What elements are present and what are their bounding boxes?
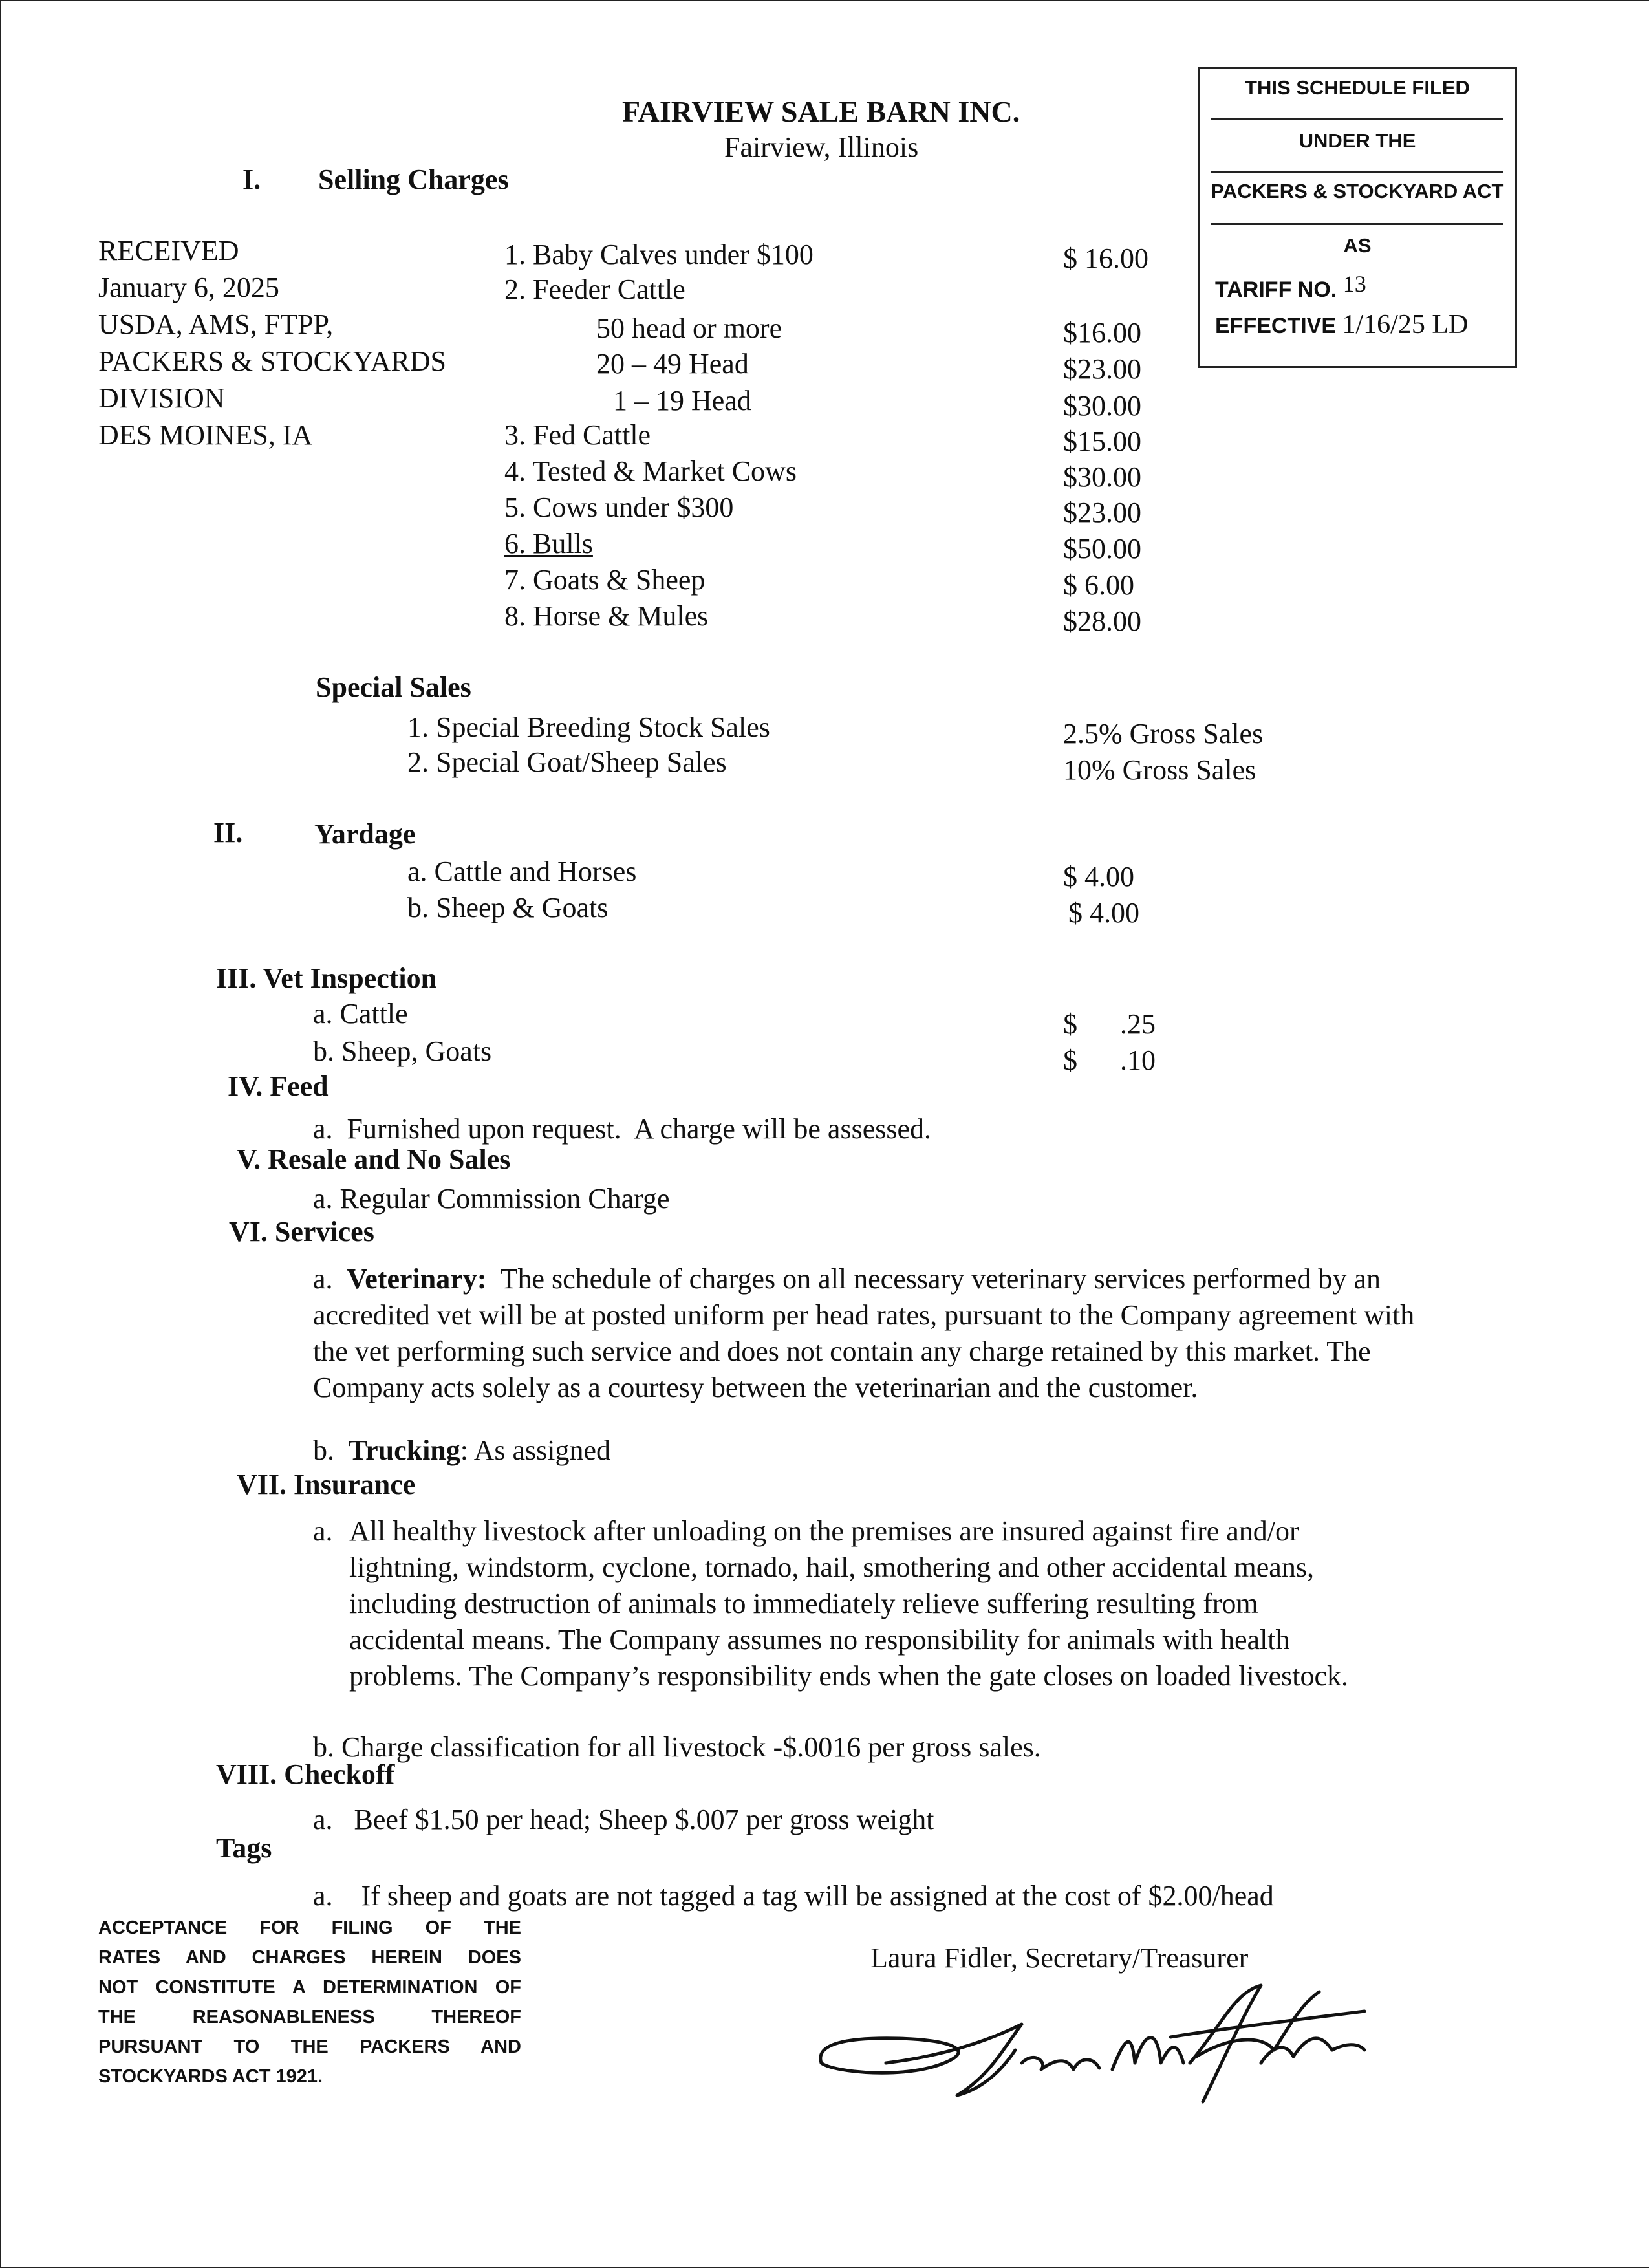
- received-line: DIVISION: [98, 382, 225, 414]
- stamp-line-3: PACKERS & STOCKYARD ACT: [1211, 180, 1504, 202]
- resale-item: a. Regular Commission Charge: [313, 1183, 670, 1215]
- effective-value: 1/16/25 LD: [1342, 310, 1469, 340]
- trucking-text: : As assigned: [460, 1434, 611, 1466]
- charge-item-price: $30.00: [1063, 390, 1141, 422]
- insurance-item-b: b. Charge classification for all livestock -$.0016 per gross sales.: [313, 1731, 1041, 1763]
- charge-item-label: 1 – 19 Head: [613, 385, 751, 416]
- charge-item-label: 50 head or more: [596, 312, 782, 344]
- charge-item-label: 20 – 49 Head: [596, 348, 749, 380]
- charge-item-price: $23.00: [1063, 497, 1141, 528]
- trucking-label: Trucking: [349, 1434, 460, 1466]
- acceptance-notice: [98, 1913, 521, 2091]
- vet-inspection-price: $ .10: [1063, 1044, 1156, 1076]
- charge-item-price: $28.00: [1063, 605, 1141, 637]
- yardage-item: b. Sheep & Goats: [407, 892, 609, 923]
- tags-item: a. If sheep and goats are not tagged a tag will be assigned at the cost of $2.00/head: [313, 1880, 1274, 1912]
- charge-item-price: $50.00: [1063, 533, 1141, 565]
- received-line: January 6, 2025: [98, 272, 279, 303]
- charge-item-price: $16.00: [1063, 317, 1141, 349]
- acceptance-line: ACCEPTANCE FOR FILING OF THE: [98, 1917, 521, 1938]
- section-2-numeral: II.: [213, 817, 243, 848]
- stamp-rule: [1211, 223, 1503, 225]
- company-title: FAIRVIEW SALE BARN INC.: [622, 95, 1020, 128]
- section-6-heading: VI. Services: [229, 1216, 374, 1247]
- insurance-item-a: All healthy livestock after unloading on the premises are insured against fire and/or lightning, windstorm, cyclone, tornado, hail, smothering and other accidental means, including destruction of animals to immediately relieve suffering resulting from accidental means. The Company assumes no responsibility for animals with health problems. The Company’s responsibility ends when the gate closes on loaded livestock.: [349, 1515, 1349, 1692]
- section-2-title: Yardage: [314, 818, 416, 850]
- vet-inspection-item: b. Sheep, Goats: [313, 1035, 492, 1067]
- yardage-item: a. Cattle and Horses: [407, 856, 637, 887]
- charge-item-label: 6. Bulls: [504, 528, 593, 559]
- section-1-title: Selling Charges: [318, 164, 509, 195]
- section-5-heading: V. Resale and No Sales: [237, 1143, 511, 1175]
- section-7-heading: VII. Insurance: [237, 1469, 416, 1500]
- handwritten-signature: [808, 1966, 1377, 2115]
- special-sales-title: Special Sales: [316, 671, 471, 703]
- yardage-price: $ 4.00: [1063, 861, 1134, 892]
- stamp-tariff: [1215, 271, 1366, 303]
- section-8-heading: VIII. Checkoff: [216, 1758, 395, 1790]
- received-line: USDA, AMS, FTPP,: [98, 308, 334, 340]
- stamp-effective: [1215, 309, 1468, 340]
- company-location: Fairview, Illinois: [724, 131, 919, 163]
- stamp-line-1: THIS SCHEDULE FILED: [1245, 76, 1470, 99]
- section-1-numeral: I.: [242, 164, 261, 195]
- special-sales-item: 1. Special Breeding Stock Sales: [407, 711, 770, 743]
- checkoff-item: a. Beef $1.50 per head; Sheep $.007 per gross weight: [313, 1804, 934, 1835]
- section-4-heading: IV. Feed: [228, 1070, 329, 1102]
- vet-inspection-item: a. Cattle: [313, 998, 408, 1030]
- charge-item-label: 2. Feeder Cattle: [504, 274, 685, 305]
- acceptance-line: RATES AND CHARGES HEREIN DOES: [98, 1947, 521, 1968]
- charge-item-price: $ 6.00: [1063, 569, 1134, 601]
- filing-stamp: [1198, 67, 1517, 368]
- veterinary-paragraph: [313, 1261, 1425, 1406]
- acceptance-line: STOCKYARDS ACT 1921.: [98, 2066, 323, 2087]
- vet-inspection-price: $ .25: [1063, 1008, 1156, 1040]
- tariff-number: 13: [1342, 271, 1366, 297]
- footer-box: [0, 2135, 1649, 2268]
- charge-item-label: 4. Tested & Market Cows: [504, 455, 797, 487]
- stamp-line-4: AS: [1343, 234, 1372, 257]
- trucking-line: [313, 1432, 610, 1469]
- charge-item-price: $23.00: [1063, 353, 1141, 385]
- effective-label: EFFECTIVE: [1215, 314, 1337, 338]
- signatory-name: Laura Fidler, Secretary/Treasurer: [870, 1942, 1249, 1974]
- tags-heading: Tags: [216, 1832, 272, 1864]
- charge-item-label: 5. Cows under $300: [504, 491, 734, 523]
- veterinary-text: The schedule of charges on all necessary veterinary services performed by an accredited vet will be at posted uniform per head rates, pursuant to the Company agreement with the vet performing such service and does not contain any charge retained by this market. The Company acts solely as a courtesy between the veterinarian and the customer.: [313, 1263, 1415, 1403]
- veterinary-prefix: a.: [313, 1263, 333, 1295]
- acceptance-line: PURSUANT TO THE PACKERS AND: [98, 2036, 521, 2057]
- insurance-item-prefix: a.: [313, 1515, 333, 1547]
- feed-item: a. Furnished upon request. A charge will be assessed.: [313, 1113, 932, 1145]
- charge-item-label: 3. Fed Cattle: [504, 419, 651, 451]
- charge-item-price: $ 16.00: [1063, 243, 1148, 274]
- stamp-line-2: UNDER THE: [1299, 129, 1416, 152]
- tariff-label: TARIFF NO.: [1215, 277, 1337, 302]
- acceptance-line: THE REASONABLENESS THEREOF: [98, 2007, 521, 2027]
- trucking-prefix: b.: [313, 1434, 334, 1466]
- stamp-rule: [1211, 118, 1503, 120]
- charge-item-label: 1. Baby Calves under $100: [504, 239, 814, 270]
- charge-item-price: $30.00: [1063, 461, 1141, 493]
- special-sales-rate: 2.5% Gross Sales: [1063, 718, 1264, 750]
- yardage-price: $ 4.00: [1068, 897, 1139, 929]
- special-sales-item: 2. Special Goat/Sheep Sales: [407, 746, 727, 778]
- received-line: DES MOINES, IA: [98, 419, 313, 451]
- stamp-rule: [1211, 171, 1503, 173]
- acceptance-line: NOT CONSTITUTE A DETERMINATION OF: [98, 1977, 521, 1998]
- charge-item-label: 8. Horse & Mules: [504, 600, 709, 632]
- received-line: RECEIVED: [98, 235, 239, 266]
- charge-item-price: $15.00: [1063, 426, 1141, 457]
- received-line: PACKERS & STOCKYARDS: [98, 345, 446, 377]
- veterinary-label: Veterinary:: [347, 1263, 487, 1295]
- special-sales-rate: 10% Gross Sales: [1063, 754, 1256, 786]
- charge-item-label: 7. Goats & Sheep: [504, 564, 706, 596]
- section-3-heading: III. Vet Inspection: [216, 962, 437, 994]
